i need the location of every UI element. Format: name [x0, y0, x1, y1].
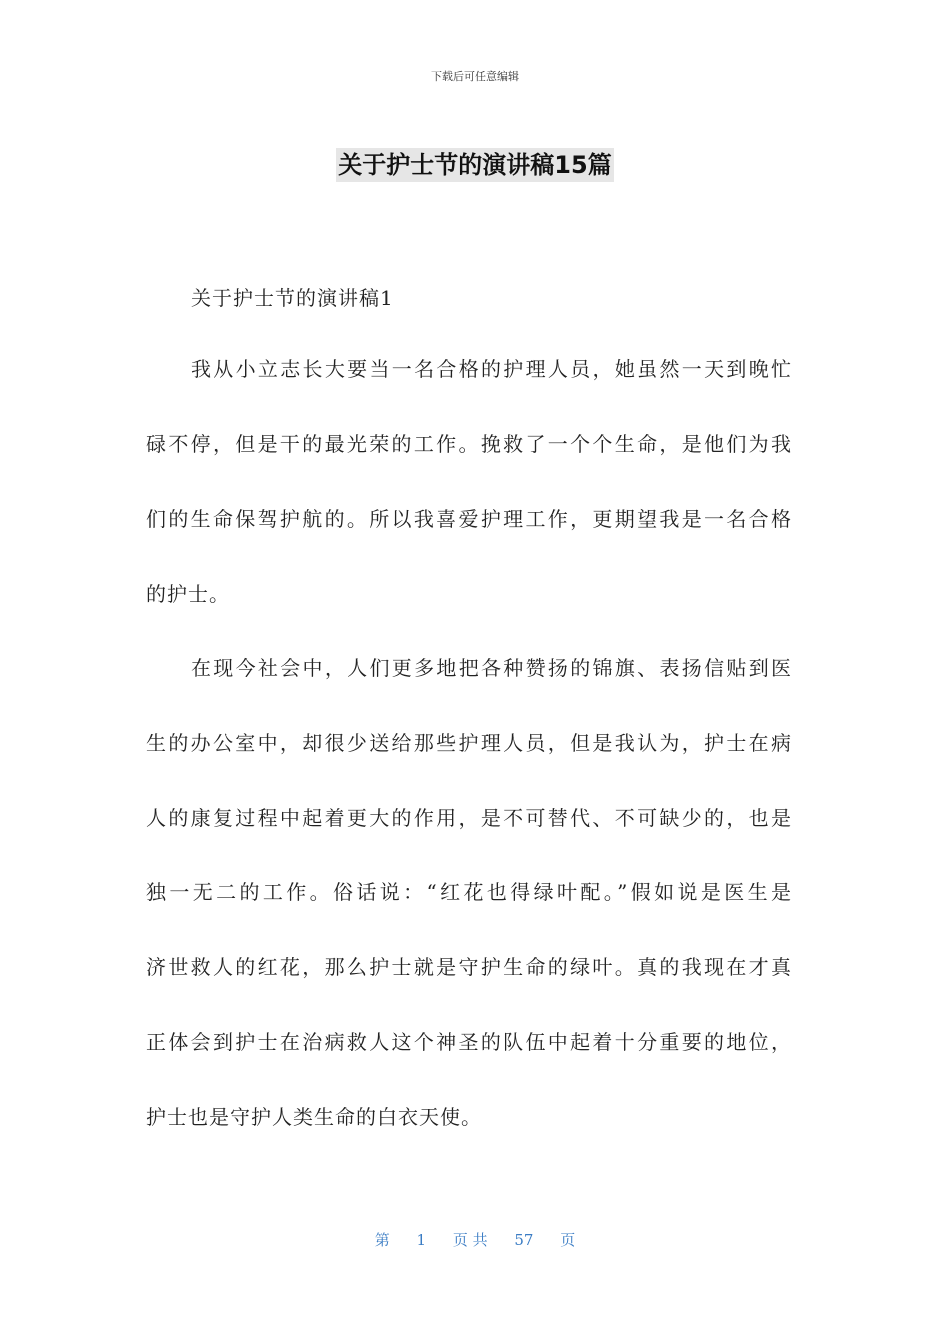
paragraph-line: 护士也是守护人类生命的白衣天使。	[146, 1105, 482, 1129]
footer-pages-label: 页	[560, 1231, 576, 1249]
section-heading: 关于护士节的演讲稿1	[191, 286, 394, 310]
paragraph-line: 济世救人的红花，那么护士就是守护生命的绿叶。真的我现在才真	[146, 955, 792, 979]
footer-total-pages: 57	[514, 1231, 534, 1249]
footer-of-label: 页 共	[452, 1231, 488, 1249]
document-title-text: 关于护士节的演讲稿15篇	[336, 148, 613, 182]
paragraph-line: 人的康复过程中起着更大的作用，是不可替代、不可缺少的，也是	[146, 806, 792, 830]
paragraph-line: 的护士。	[146, 582, 230, 606]
document-title	[0, 148, 950, 182]
page-footer	[0, 1229, 950, 1250]
paragraph-line: 碌不停，但是干的最光荣的工作。挽救了一个个生命，是他们为我	[146, 432, 792, 456]
footer-page-label: 第	[374, 1231, 390, 1249]
paragraph-line: 我从小立志长大要当一名合格的护理人员，她虽然一天到晚忙	[191, 357, 792, 381]
paragraph-line: 生的办公室中，却很少送给那些护理人员，但是我认为，护士在病	[146, 731, 792, 755]
header-note: 下载后可任意编辑	[431, 70, 519, 83]
paragraph-line: 在现今社会中，人们更多地把各种赞扬的锦旗、表扬信贴到医	[191, 656, 792, 680]
paragraph-line: 们的生命保驾护航的。所以我喜爱护理工作，更期望我是一名合格	[146, 507, 792, 531]
paragraph-line: 正体会到护士在治病救人这个神圣的队伍中起着十分重要的地位，	[146, 1030, 792, 1054]
footer-page-number: 1	[416, 1231, 427, 1249]
paragraph-line: 独一无二的工作。俗话说：“红花也得绿叶配。”假如说是医生是	[146, 880, 792, 904]
